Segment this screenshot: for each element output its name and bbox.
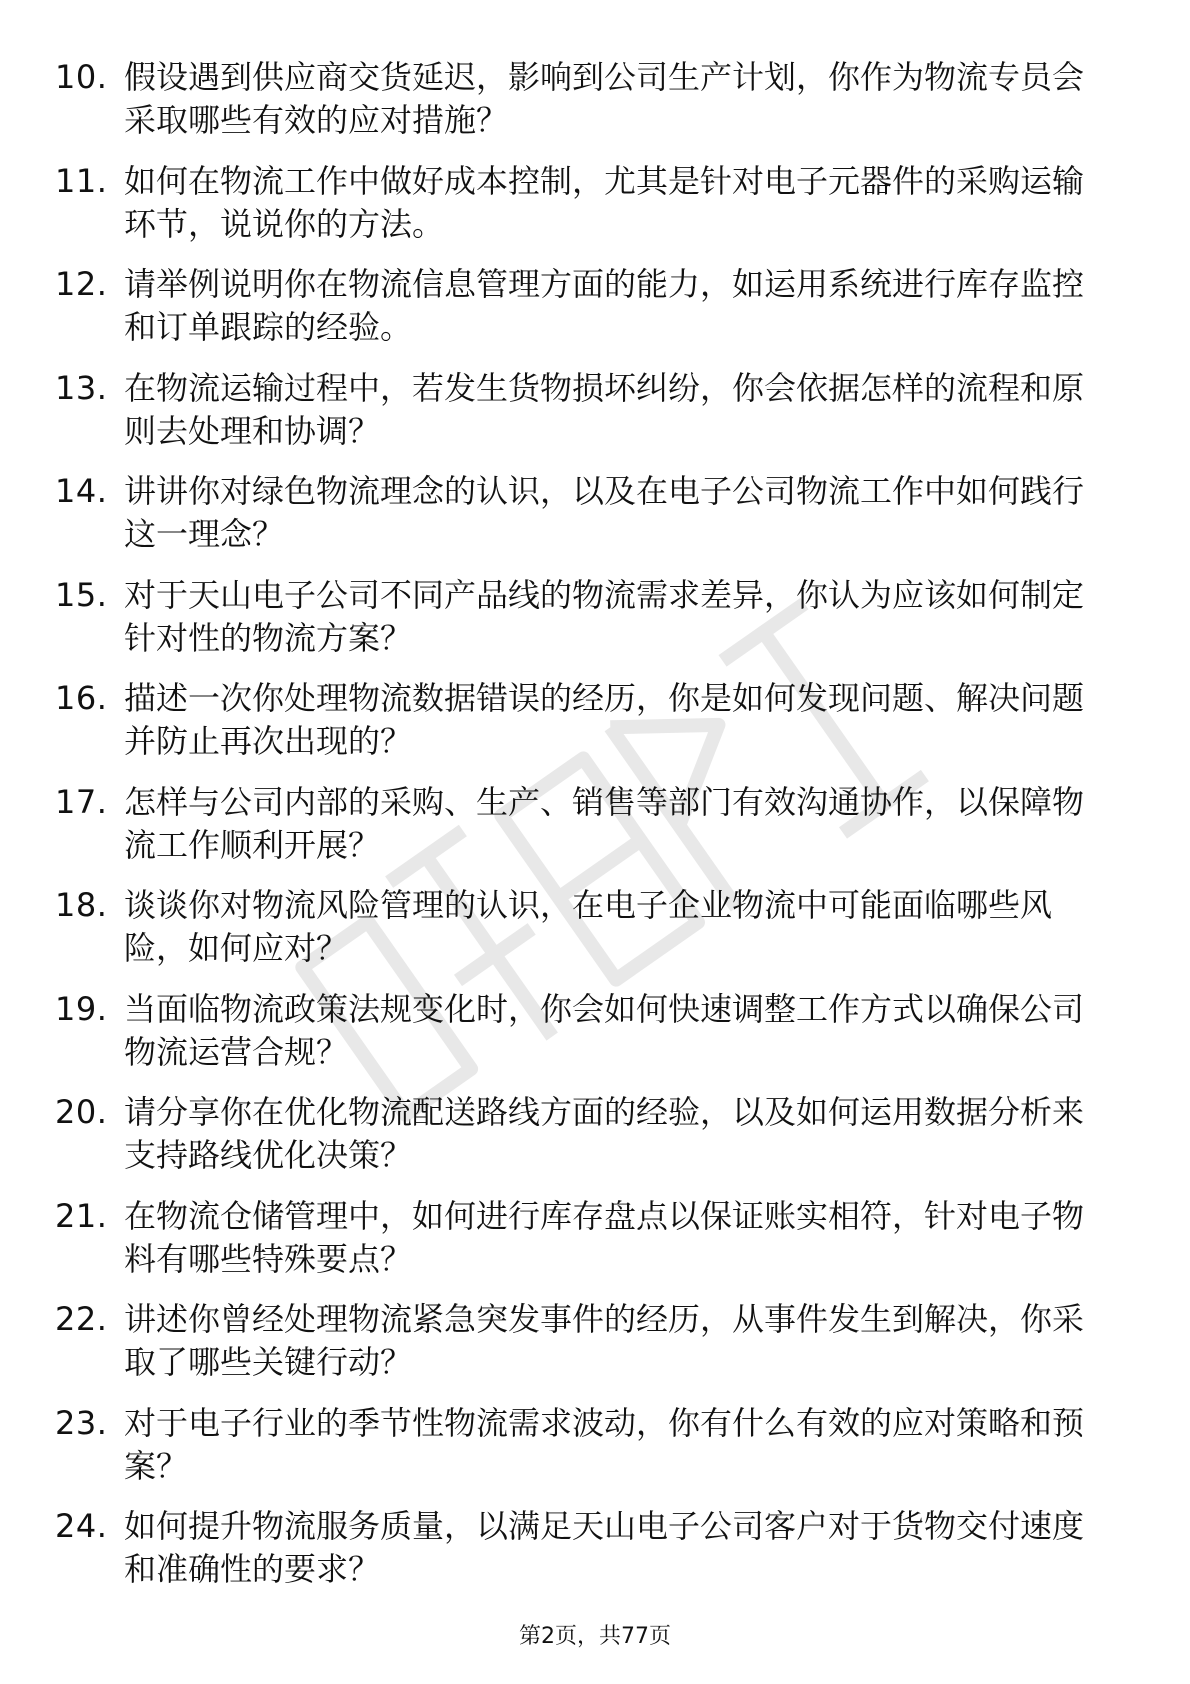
list-item (55, 1195, 1115, 1299)
item-number: 20. (55, 1093, 108, 1131)
item-number: 14. (55, 472, 108, 510)
item-text: 对于天山电子公司不同产品线的物流需求差异，你认为应该如何制定针对性的物流方案？ (124, 575, 1085, 657)
item-text: 如何在物流工作中做好成本控制，尤其是针对电子元器件的采购运输环节，说说你的方法。 (124, 161, 1085, 243)
item-number: 19. (55, 989, 108, 1028)
item-text: 讲述你曾经处理物流紧急突发事件的经历，从事件发生到解决，你采取了哪些关键行动？ (124, 1300, 1085, 1381)
item-text: 谈谈你对物流风险管理的认识，在电子企业物流中可能面临哪些风险，如何应对？ (124, 886, 1053, 967)
list-item (55, 574, 1115, 678)
item-number: 12. (55, 265, 108, 303)
item-text: 当面临物流政策法规变化时，你会如何快速调整工作方式以确保公司物流运营合规？ (124, 989, 1085, 1071)
list-item (55, 160, 1115, 264)
item-number: 15. (55, 575, 108, 614)
item-text: 描述一次你处理物流数据错误的经历，你是如何发现问题、解决问题并防止再次出现的？ (124, 679, 1085, 760)
item-number: 16. (55, 679, 108, 717)
item-number: 17. (55, 782, 108, 821)
item-text: 在物流运输过程中，若发生货物损坏纠纷，你会依据怎样的流程和原则去处理和协调？ (124, 368, 1085, 450)
page-footer: 第2页，共77页 (519, 1624, 671, 1649)
list-item (55, 470, 1115, 574)
item-number: 23. (55, 1403, 108, 1442)
item-text: 在物流仓储管理中，如何进行库存盘点以保证账实相符，针对电子物料有哪些特殊要点？ (124, 1196, 1085, 1278)
item-number: 21. (55, 1196, 108, 1235)
item-number: 10. (55, 58, 108, 96)
list-item (55, 1091, 1115, 1195)
question-list (55, 56, 1115, 1609)
item-text: 请举例说明你在物流信息管理方面的能力，如运用系统进行库存监控和订单跟踪的经验。 (124, 265, 1085, 346)
list-item (55, 781, 1115, 885)
list-item (55, 677, 1115, 781)
item-number: 24. (55, 1507, 108, 1545)
item-text: 请分享你在优化物流配送路线方面的经验，以及如何运用数据分析来支持路线优化决策？ (124, 1093, 1085, 1174)
item-text: 假设遇到供应商交货延迟，影响到公司生产计划，你作为物流专员会采取哪些有效的应对措施？ (124, 58, 1085, 139)
item-text: 对于电子行业的季节性物流需求波动，你有什么有效的应对策略和预案？ (124, 1403, 1085, 1485)
list-item (55, 367, 1115, 471)
item-number: 11. (55, 161, 108, 200)
list-item (55, 263, 1115, 367)
list-item (55, 988, 1115, 1092)
list-item (55, 1402, 1115, 1506)
item-text: 如何提升物流服务质量，以满足天山电子公司客户对于货物交付速度和准确性的要求？ (124, 1507, 1085, 1588)
item-text: 怎样与公司内部的采购、生产、销售等部门有效沟通协作，以保障物流工作顺利开展？ (124, 782, 1085, 864)
item-number: 13. (55, 368, 108, 407)
item-text: 讲讲你对绿色物流理念的认识，以及在电子公司物流工作中如何践行这一理念？ (124, 472, 1085, 553)
list-item (55, 1298, 1115, 1402)
item-number: 18. (55, 886, 108, 924)
item-number: 22. (55, 1300, 108, 1338)
list-item (55, 56, 1115, 160)
list-item (55, 1505, 1115, 1609)
list-item (55, 884, 1115, 988)
